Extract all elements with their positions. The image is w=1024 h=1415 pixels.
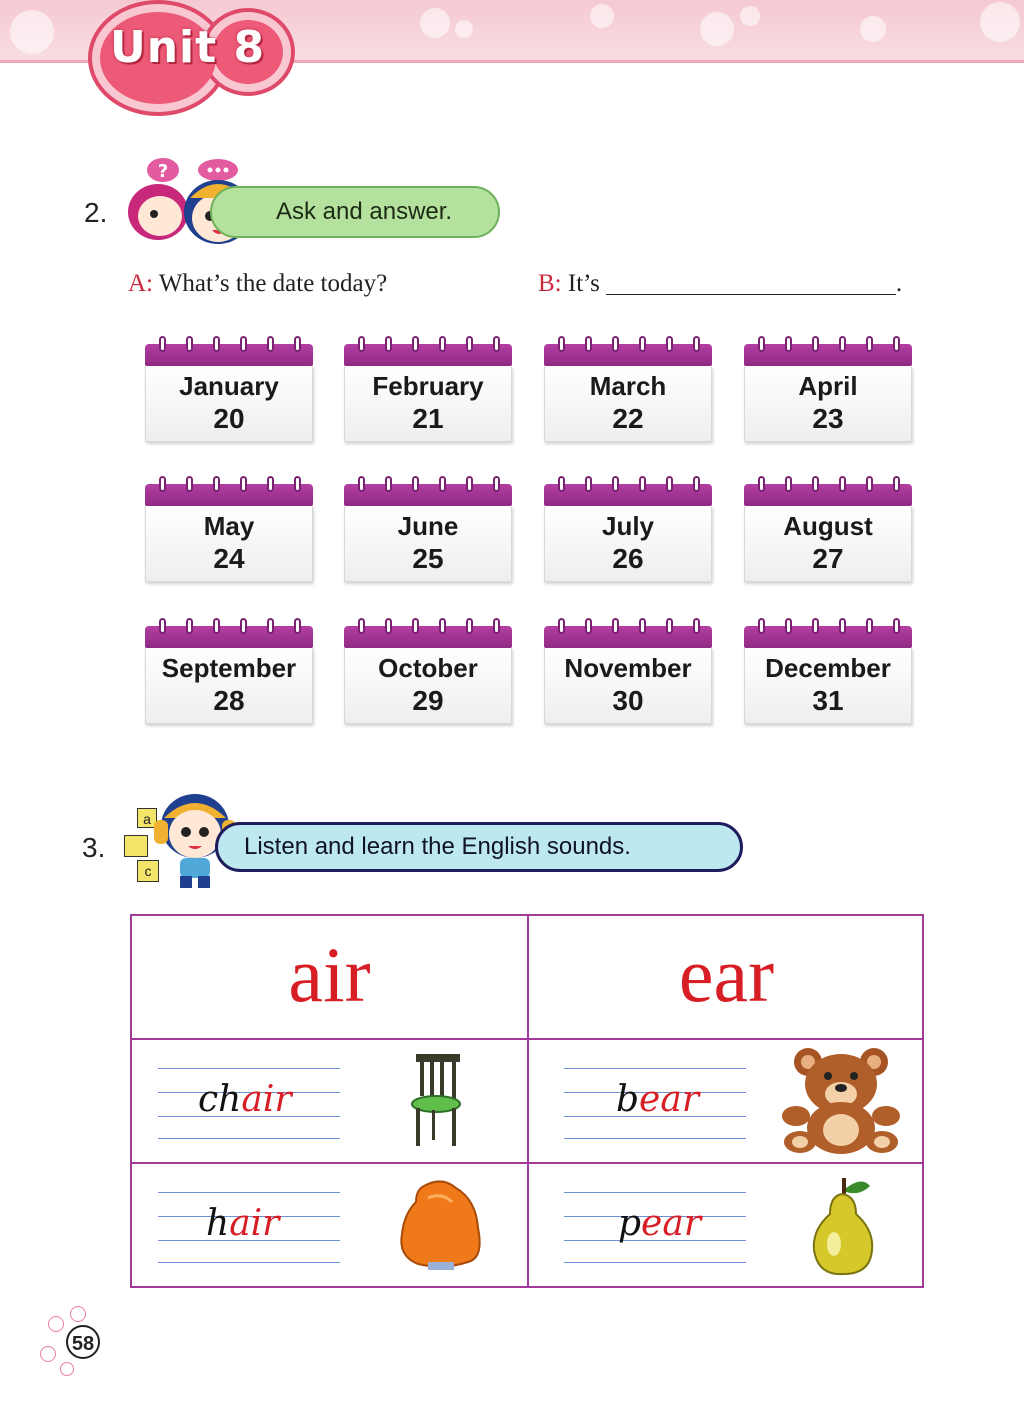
calendar-ring-icon bbox=[358, 476, 365, 492]
word-hair bbox=[206, 1204, 279, 1244]
sound-heading-ear: ear bbox=[678, 931, 775, 1018]
calendar-day: 29 bbox=[412, 685, 444, 716]
hair-icon bbox=[394, 1178, 490, 1272]
calendar-ring-icon bbox=[866, 618, 873, 634]
calendar-ring-icon bbox=[558, 336, 565, 352]
calendar-ring-icon bbox=[585, 476, 592, 492]
calendar-day: 22 bbox=[612, 403, 644, 434]
calendar-ring-icon bbox=[466, 618, 473, 634]
calendar-ring-icon bbox=[294, 618, 301, 634]
calendar-ring-icon bbox=[758, 336, 765, 352]
calendar-header bbox=[544, 344, 712, 366]
calendar-ring-icon bbox=[385, 336, 392, 352]
calendar-header bbox=[145, 344, 313, 366]
calendar-month: April bbox=[798, 371, 858, 401]
calendar-day: 23 bbox=[812, 403, 844, 434]
calendar-header bbox=[744, 484, 912, 506]
calendar-ring-icon bbox=[439, 336, 446, 352]
calendar-ring-icon bbox=[585, 336, 592, 352]
bear-icon bbox=[778, 1046, 904, 1154]
calendar-page bbox=[744, 366, 912, 442]
calendar-ring-icon bbox=[385, 476, 392, 492]
calendar-ring-icon bbox=[294, 476, 301, 492]
calendar-ring-icon bbox=[585, 618, 592, 634]
calendar-card-july bbox=[544, 476, 712, 584]
calendar-ring-icon bbox=[412, 618, 419, 634]
calendar-ring-icon bbox=[785, 618, 792, 634]
calendar-ring-icon bbox=[666, 476, 673, 492]
page-number: 58 bbox=[66, 1325, 100, 1359]
calendar-month: September bbox=[161, 653, 297, 683]
calendar-page bbox=[744, 506, 912, 582]
calendar-ring-icon bbox=[558, 476, 565, 492]
calendar-card-november bbox=[544, 618, 712, 726]
calendar-ring-icon bbox=[612, 618, 619, 634]
calendar-page bbox=[344, 648, 512, 724]
calendar-card-april bbox=[744, 336, 912, 444]
calendar-card-august bbox=[744, 476, 912, 584]
svg-text:?: ? bbox=[157, 161, 169, 182]
calendar-day: 25 bbox=[412, 543, 444, 574]
dialogue-answer bbox=[538, 270, 902, 298]
calendar-month: August bbox=[783, 511, 873, 541]
calendar-header bbox=[145, 626, 313, 648]
calendar-ring-icon bbox=[294, 336, 301, 352]
word-bear bbox=[616, 1080, 699, 1120]
calendar-ring-icon bbox=[839, 336, 846, 352]
calendar-ring-icon bbox=[893, 618, 900, 634]
calendar-page bbox=[145, 648, 313, 724]
calendar-ring-icon bbox=[758, 618, 765, 634]
calendar-ring-icon bbox=[866, 476, 873, 492]
calendar-ring-icon bbox=[358, 618, 365, 634]
word-rime: ear bbox=[639, 1079, 700, 1120]
calendar-ring-icon bbox=[240, 476, 247, 492]
calendar-ring-icon bbox=[812, 476, 819, 492]
word-onset: ch bbox=[198, 1079, 242, 1120]
answer-blank[interactable] bbox=[606, 294, 896, 295]
calendar-card-february bbox=[344, 336, 512, 444]
calendar-month: October bbox=[378, 653, 478, 683]
calendar-page bbox=[344, 366, 512, 442]
calendar-card-january bbox=[145, 336, 313, 444]
calendar-ring-icon bbox=[693, 336, 700, 352]
calendar-ring-icon bbox=[267, 336, 274, 352]
calendar-ring-icon bbox=[558, 618, 565, 634]
calendar-ring-icon bbox=[466, 336, 473, 352]
calendar-header bbox=[344, 344, 512, 366]
calendar-card-october bbox=[344, 618, 512, 726]
calendar-month: March bbox=[589, 371, 667, 401]
calendar-page bbox=[544, 648, 712, 724]
calendar-month: December bbox=[765, 653, 891, 683]
calendar-ring-icon bbox=[693, 476, 700, 492]
calendar-ring-icon bbox=[213, 336, 220, 352]
speaker-a: A: bbox=[128, 270, 153, 297]
calendar-header bbox=[744, 344, 912, 366]
unit-title: Unit 8 bbox=[110, 22, 266, 73]
calendar-ring-icon bbox=[412, 476, 419, 492]
calendar-ring-icon bbox=[213, 618, 220, 634]
calendar-day: 28 bbox=[213, 685, 245, 716]
speaker-b: B: bbox=[538, 270, 562, 297]
calendar-ring-icon bbox=[186, 476, 193, 492]
calendar-page bbox=[145, 366, 313, 442]
sounds-table bbox=[130, 914, 924, 1288]
calendar-ring-icon bbox=[159, 618, 166, 634]
calendar-day: 21 bbox=[412, 403, 444, 434]
calendar-ring-icon bbox=[812, 618, 819, 634]
calendar-month: June bbox=[397, 511, 459, 541]
word-rime: air bbox=[229, 1203, 280, 1244]
calendar-page bbox=[344, 506, 512, 582]
calendar-day: 20 bbox=[213, 403, 245, 434]
calendar-header bbox=[344, 626, 512, 648]
calendar-ring-icon bbox=[693, 618, 700, 634]
calendar-month: January bbox=[179, 371, 279, 401]
calendar-ring-icon bbox=[439, 618, 446, 634]
calendar-ring-icon bbox=[358, 336, 365, 352]
word-onset: h bbox=[206, 1203, 230, 1244]
word-onset: p bbox=[618, 1203, 642, 1244]
calendar-ring-icon bbox=[493, 476, 500, 492]
calendar-day: 27 bbox=[812, 543, 844, 574]
calendar-ring-icon bbox=[666, 618, 673, 634]
calendar-ring-icon bbox=[186, 618, 193, 634]
calendar-page bbox=[544, 366, 712, 442]
calendar-ring-icon bbox=[866, 336, 873, 352]
calendar-card-may bbox=[145, 476, 313, 584]
letter-block-b bbox=[124, 835, 148, 857]
calendar-ring-icon bbox=[267, 618, 274, 634]
calendar-card-march bbox=[544, 336, 712, 444]
pear-icon bbox=[804, 1174, 880, 1278]
calendar-header bbox=[145, 484, 313, 506]
calendar-day: 31 bbox=[812, 685, 844, 716]
calendar-ring-icon bbox=[785, 336, 792, 352]
calendar-month: February bbox=[372, 371, 484, 401]
answer-period: . bbox=[895, 270, 903, 297]
chair-icon bbox=[408, 1050, 468, 1150]
calendar-ring-icon bbox=[612, 336, 619, 352]
question-text: What’s the date today? bbox=[158, 270, 388, 297]
calendar-ring-icon bbox=[893, 476, 900, 492]
calendar-card-december bbox=[744, 618, 912, 726]
calendar-page bbox=[544, 506, 712, 582]
letter-block-c: c bbox=[137, 860, 159, 882]
calendar-header bbox=[544, 484, 712, 506]
calendar-header bbox=[544, 626, 712, 648]
word-rime: ear bbox=[641, 1203, 702, 1244]
calendar-month: May bbox=[203, 511, 255, 541]
calendar-page bbox=[145, 506, 313, 582]
word-onset: b bbox=[616, 1079, 640, 1120]
exercise-2-number: 2. bbox=[84, 197, 108, 228]
word-rime: air bbox=[241, 1079, 292, 1120]
calendar-day: 24 bbox=[213, 543, 245, 574]
dialogue-question bbox=[128, 270, 387, 298]
calendar-ring-icon bbox=[839, 618, 846, 634]
letter-block-a: a bbox=[137, 808, 157, 828]
calendar-card-june bbox=[344, 476, 512, 584]
calendar-day: 26 bbox=[612, 543, 644, 574]
calendar-ring-icon bbox=[493, 618, 500, 634]
word-chair bbox=[198, 1080, 292, 1120]
calendar-ring-icon bbox=[893, 336, 900, 352]
calendar-ring-icon bbox=[385, 618, 392, 634]
calendar-ring-icon bbox=[612, 476, 619, 492]
calendar-ring-icon bbox=[466, 476, 473, 492]
calendar-ring-icon bbox=[785, 476, 792, 492]
exercise-3-number: 3. bbox=[82, 832, 106, 863]
calendar-ring-icon bbox=[839, 476, 846, 492]
calendar-ring-icon bbox=[240, 618, 247, 634]
word-pear bbox=[618, 1204, 701, 1244]
calendar-ring-icon bbox=[213, 476, 220, 492]
calendar-day: 30 bbox=[612, 685, 644, 716]
calendar-card-september bbox=[145, 618, 313, 726]
calendar-ring-icon bbox=[240, 336, 247, 352]
calendar-ring-icon bbox=[639, 336, 646, 352]
calendar-page bbox=[744, 648, 912, 724]
calendar-month: July bbox=[601, 511, 655, 541]
calendar-ring-icon bbox=[639, 476, 646, 492]
calendar-ring-icon bbox=[412, 336, 419, 352]
calendar-header bbox=[344, 484, 512, 506]
calendar-ring-icon bbox=[666, 336, 673, 352]
calendar-ring-icon bbox=[812, 336, 819, 352]
calendar-ring-icon bbox=[758, 476, 765, 492]
calendar-ring-icon bbox=[159, 336, 166, 352]
calendar-ring-icon bbox=[186, 336, 193, 352]
sound-heading-air: air bbox=[288, 931, 371, 1018]
calendar-ring-icon bbox=[159, 476, 166, 492]
instruction-banner-listen: Listen and learn the English sounds. bbox=[215, 822, 743, 872]
calendar-month: November bbox=[564, 653, 692, 683]
calendar-ring-icon bbox=[493, 336, 500, 352]
answer-text: It’s bbox=[567, 270, 600, 297]
calendar-ring-icon bbox=[639, 618, 646, 634]
calendar-ring-icon bbox=[267, 476, 274, 492]
calendar-grid bbox=[145, 336, 915, 728]
calendar-header bbox=[744, 626, 912, 648]
instruction-banner-ask: Ask and answer. bbox=[210, 186, 500, 238]
calendar-ring-icon bbox=[439, 476, 446, 492]
